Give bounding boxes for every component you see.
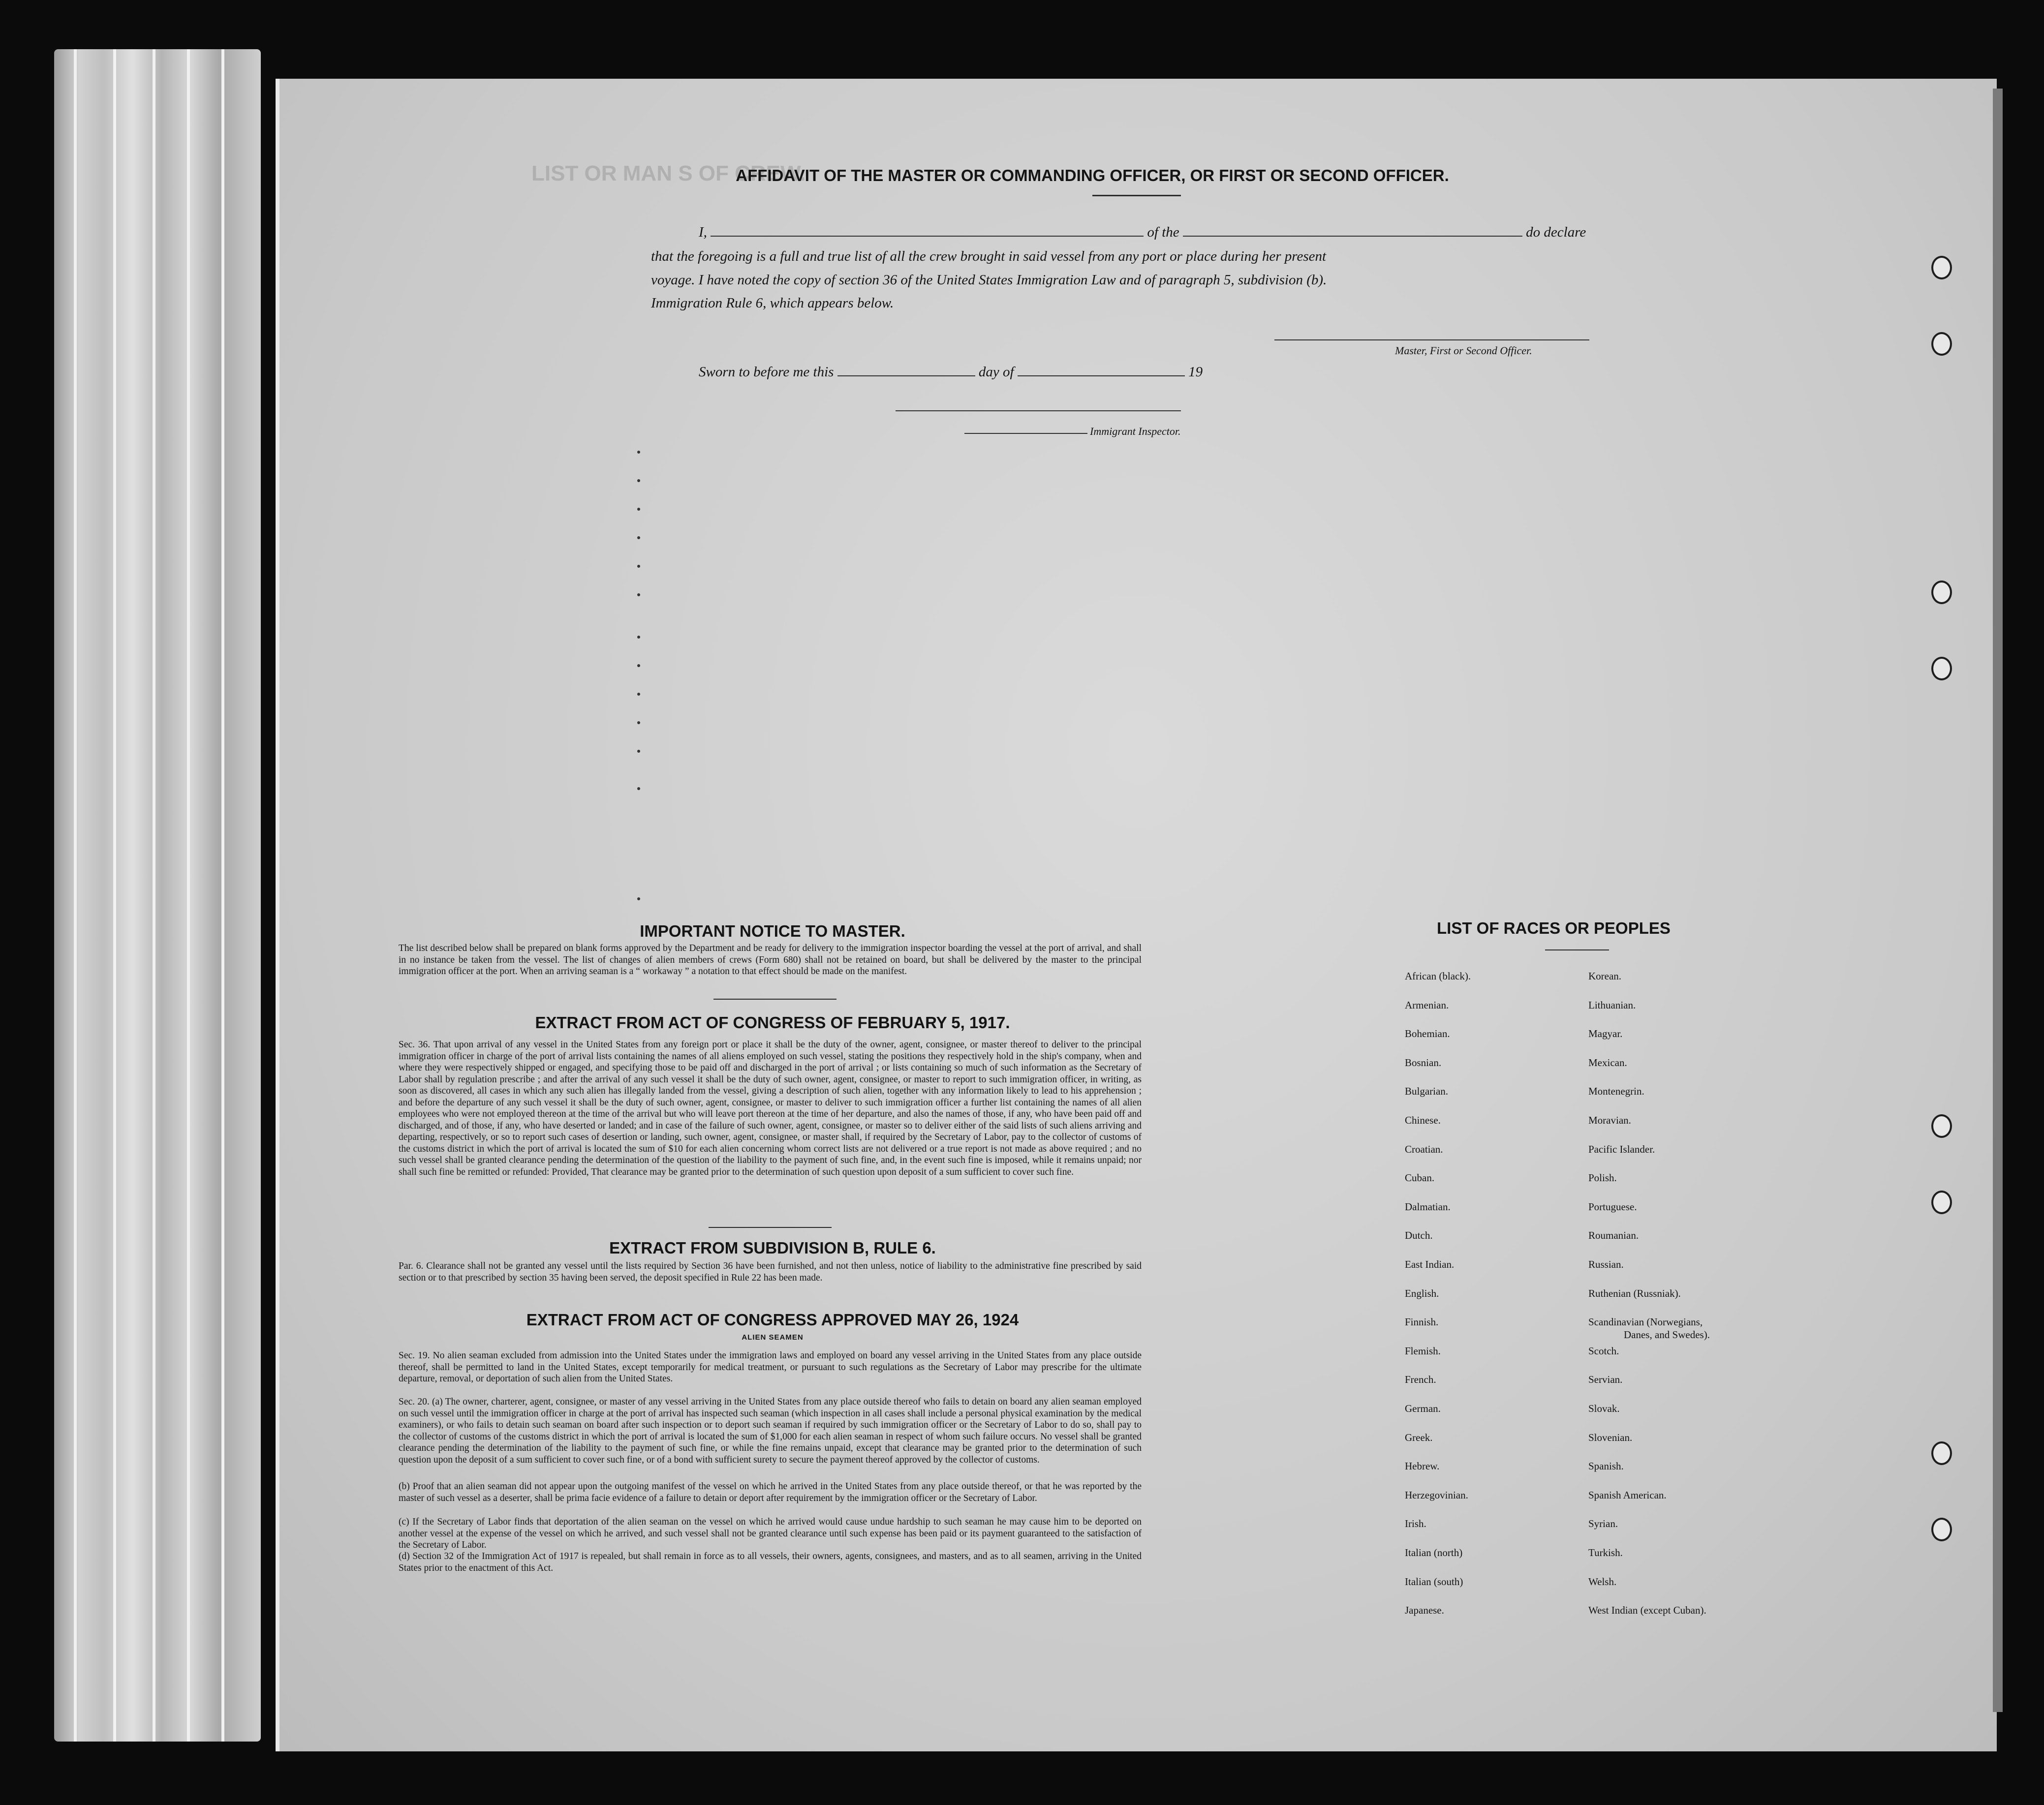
race-item: Bulgarian. xyxy=(1405,1085,1449,1098)
inspector-blank-line xyxy=(896,410,1181,411)
race-item: Bosnian. xyxy=(1405,1056,1442,1069)
race-item: Welsh. xyxy=(1588,1575,1617,1588)
race-item: English. xyxy=(1405,1287,1439,1299)
race-item: Russian. xyxy=(1588,1258,1624,1270)
binder-edge xyxy=(54,49,261,1742)
notice-body: The list described below shall be prepared on blank forms approved by the Department and be ready for delivery to the immigration inspector boarding the vessel at the port of arrival, and shall in no instance be taken from the vessel. The list of changes of alien members of crews (Form 680) shall not be retained on board, but shall be delivered by the master to the principal immigration officer at the port. When an arriving seaman is a “ workaway ” a notation to that effect should be made on the manifest. xyxy=(399,943,1142,977)
race-item: Finnish. xyxy=(1405,1316,1439,1328)
race-item: Polish. xyxy=(1588,1172,1617,1184)
divider xyxy=(1545,949,1609,950)
race-item: Slovak. xyxy=(1588,1403,1620,1414)
affidavit-i: I, xyxy=(699,224,707,240)
race-item: Servian. xyxy=(1588,1374,1623,1386)
race-item: Pacific Islander. xyxy=(1588,1143,1655,1155)
vessel-blank xyxy=(1183,235,1522,237)
sworn-line xyxy=(699,364,1203,380)
race-item: Spanish American. xyxy=(1588,1489,1667,1501)
day-of-text: day of xyxy=(978,364,1014,380)
year-prefix: 19 xyxy=(1188,364,1203,380)
race-item: Roumanian. xyxy=(1588,1229,1639,1242)
race-item: Slovenian. xyxy=(1588,1431,1633,1443)
race-item: Italian (north) xyxy=(1405,1547,1463,1559)
extract-1924-title: EXTRACT FROM ACT OF CONGRESS APPROVED MAY 26, 1924 xyxy=(526,1311,1019,1329)
race-item: Mexican. xyxy=(1588,1056,1627,1069)
affidavit-do-declare: do declare xyxy=(1526,224,1586,240)
affidavit-title: AFFIDAVIT OF THE MASTER OR COMMANDING OFFICER, OR FIRST OR SECOND OFFICER. xyxy=(736,166,1449,184)
extract-1924-sec20b: (b) Proof that an alien seaman did not appear upon the outgoing manifest of the vessel on which he arrived in the United States from any place outside thereof, or that he was reported by the master of such vessel as a deserter, shall be prima facie evidence of a failure to detain or deport after requirement by the immigration officer or the Secretary of Labor. xyxy=(399,1481,1142,1503)
race-item: West Indian (except Cuban). xyxy=(1588,1604,1706,1617)
race-item: Scotch. xyxy=(1588,1345,1619,1357)
binder-hole xyxy=(1931,581,1952,604)
affidavit-line-2: that the foregoing is a full and true list of all the crew brought in said vessel from any port or place during her present xyxy=(651,248,1327,264)
binder-hole xyxy=(1931,1191,1952,1214)
race-item: Flemish. xyxy=(1405,1345,1441,1357)
race-item: French. xyxy=(1405,1374,1436,1386)
row-dot xyxy=(637,693,640,696)
row-dot xyxy=(637,636,640,639)
master-caption: Master, First or Second Officer. xyxy=(1395,344,1532,357)
extract-1924-sec19: Sec. 19. No alien seaman excluded from admission into the United States under the immigration laws and employed on board any vessel arriving in the United States from any place outside thereof, shall be permitted to land in the United States, except temporarily for medical treatment, or pursuant to such regulations as the Secretary of Labor may prescribe for the ultimate departure, removal, or deportation of such alien from the United States. xyxy=(399,1350,1142,1384)
row-dot xyxy=(637,536,640,539)
row-dot xyxy=(637,451,640,454)
affidavit-of-the: of the xyxy=(1147,224,1179,240)
race-item: Dalmatian. xyxy=(1405,1200,1451,1213)
race-item: Spanish. xyxy=(1588,1460,1624,1472)
row-dot xyxy=(637,897,640,900)
binder-hole xyxy=(1931,657,1952,680)
race-item: Danes, and Swedes). xyxy=(1624,1329,1710,1341)
affidavit-line-1 xyxy=(699,224,1586,241)
race-item: Japanese. xyxy=(1405,1604,1444,1617)
binder-hole xyxy=(1931,256,1952,279)
race-item: Croatian. xyxy=(1405,1143,1443,1155)
row-dot xyxy=(637,721,640,724)
race-item: Portuguese. xyxy=(1588,1200,1637,1213)
race-item: East Indian. xyxy=(1405,1258,1455,1270)
race-item: Korean. xyxy=(1588,970,1622,982)
extract-1924-subtitle: ALIEN SEAMEN xyxy=(742,1333,804,1342)
race-item: Chinese. xyxy=(1405,1114,1441,1126)
race-item: Ruthenian (Russniak). xyxy=(1588,1287,1681,1299)
row-dot xyxy=(637,593,640,596)
inspector-signature-line xyxy=(964,433,1087,434)
race-item: Italian (south) xyxy=(1405,1575,1463,1588)
race-item: Hebrew. xyxy=(1405,1460,1440,1472)
extract-1924-sec20c: (c) If the Secretary of Labor finds that deportation of the alien seaman on the vessel on which he arrived would cause undue hardship to such seaman he may cause him to be deported on another vessel at the expense of the vessel on which he arrived, and such vessel shall not be granted clearance until such expense has been paid or its payment guaranteed to the satisfaction of the Secretary of Labor. xyxy=(399,1517,1142,1550)
race-item: Scandinavian (Norwegians, xyxy=(1588,1316,1703,1328)
divider xyxy=(1092,195,1181,196)
race-item: Herzegovinian. xyxy=(1405,1489,1468,1501)
day-blank xyxy=(837,375,975,376)
race-item: German. xyxy=(1405,1403,1441,1414)
extract-rule6-title: EXTRACT FROM SUBDIVISION B, RULE 6. xyxy=(609,1239,936,1257)
extract-1924-sec20d: (d) Section 32 of the Immigration Act of 1917 is repealed, but shall remain in force as to all vessels, their owners, agents, consignees, and masters, and as to all seamen, arriving in the United States prior to the enactment of this Act. xyxy=(399,1551,1142,1573)
race-item: Cuban. xyxy=(1405,1172,1435,1184)
race-item: Magyar. xyxy=(1588,1028,1623,1040)
race-item: Moravian. xyxy=(1588,1114,1631,1126)
race-item: Syrian. xyxy=(1588,1518,1618,1530)
race-item: Lithuanian. xyxy=(1588,999,1636,1011)
row-dot xyxy=(637,508,640,511)
extract-1924-sec20a: Sec. 20. (a) The owner, charterer, agent, consignee, or master of any vessel arriving in the United States from any place outside thereof who fails to detain on board any alien seaman employed on such vessel until the immigration officer in charge at the port of arrival has inspected such seaman (which inspection in all cases shall include a personal physical examination by the medical examiners), or who fails to detain such seaman on board after such inspection or to deport such seaman if required by such immigration officer or the Secretary of Labor to do so, shall pay to the collector of customs of the customs district in which the port of arrival is located the sum of $1,000 for each alien seaman in respect of whom such failure occurs. No vessel shall be granted clearance pending the determination of the liability to the payment of such fine, or while the fine remains unpaid, except that clearance may be granted prior to the determination of such question upon the deposit of a sum sufficient to cover such fine, or of a bond with sufficient surety to secure the payment thereof approved by the collector of customs. xyxy=(399,1397,1142,1465)
row-dot xyxy=(637,750,640,753)
month-blank xyxy=(1018,375,1185,376)
row-dot xyxy=(637,565,640,568)
sworn-text: Sworn to before me this xyxy=(699,364,834,380)
name-blank xyxy=(711,235,1144,237)
divider xyxy=(713,999,836,1000)
extract-rule6-body: Par. 6. Clearance shall not be granted any vessel until the lists required by Section 36 have been furnished, and not then unless, notice of liability to the administrative fine prescribed by said section or to that prescribed by section 35 having been served, the deposit specified in Rule 22 has been made. xyxy=(399,1261,1142,1283)
race-item: Montenegrin. xyxy=(1588,1085,1644,1098)
races-title: LIST OF RACES OR PEOPLES xyxy=(1437,919,1671,937)
binder-hole xyxy=(1931,332,1952,356)
race-item: Dutch. xyxy=(1405,1229,1433,1242)
notice-title: IMPORTANT NOTICE TO MASTER. xyxy=(640,922,905,940)
extract-1917-title: EXTRACT FROM ACT OF CONGRESS OF FEBRUARY 5, 1917. xyxy=(535,1013,1010,1032)
master-signature-line xyxy=(1274,339,1589,340)
row-dot xyxy=(637,664,640,667)
affidavit-line-3: voyage. I have noted the copy of section 36 of the United States Immigration Law and of paragraph 5, subdivision (b). xyxy=(651,272,1327,288)
divider xyxy=(709,1227,832,1228)
race-item: Turkish. xyxy=(1588,1547,1623,1559)
page-edge xyxy=(1993,89,2003,1712)
show-through-heading: LIST OR MAN S OF CREW. xyxy=(531,161,806,185)
affidavit-line-4: Immigration Rule 6, which appears below. xyxy=(651,295,894,311)
race-item: Irish. xyxy=(1405,1518,1426,1530)
binder-hole xyxy=(1931,1518,1952,1541)
row-dot xyxy=(637,479,640,482)
row-dot xyxy=(637,787,640,790)
binder-hole xyxy=(1931,1441,1952,1465)
race-item: African (black). xyxy=(1405,970,1471,982)
extract-1917-body: Sec. 36. That upon arrival of any vessel in the United States from any foreign port or place it shall be the duty of the owner, agent, consignee, or master thereof to deliver to the principal immigration officer in charge of the port of arrival lists containing the names of all aliens employed on such vessel, stating the positions they respectively hold in the ship's company, when and where they were respectively shipped or engaged, and specifying those to be paid off and discharged in the port of arrival ; or lists containing so much of such information as the Secretary of Labor shall by regulation prescribe ; and after the arrival of any such vessel it shall be the duty of such owner, agent, consignee, or master to report to such immigration officer, in writing, as soon as discovered, all cases in which any such alien has illegally landed from the vessel, giving a description of such alien, together with any information likely to lead to his apprehension ; and before the departure of any such vessel it shall be the duty of such owner, agent, consignee, or master to deliver to such immigration officer a further list containing the names of all alien employees who were not employed thereon at the time of the arrival but who will leave port thereon at the time of her departure, and also the names of those, if any, who have been paid off and discharged, and of those, if any, who have deserted or landed; and in case of the failure of such owner, agent, consignee, or master so to deliver either of the said lists of such aliens arriving and departing, respectively, or so to report such cases of desertion or landing, such owner, agent, consignee, or master shall, if required by the Secretary of Labor, pay to the collector of customs of the customs district in which the port of arrival is located the sum of $10 for each alien concerning whom correct lists are not delivered or a true report is not made as above required ; and no such vessel shall be granted clearance pending the determination of the question of the liability to the payment of such fine, and, in the event such fine is imposed, while it remains unpaid; nor shall such fine be remitted or refunded: Provided, That clearance may be granted prior to the determination of such question upon deposit of a sum sufficient to cover such fine. xyxy=(399,1040,1142,1177)
race-item: Greek. xyxy=(1405,1431,1433,1443)
race-item: Bohemian. xyxy=(1405,1028,1450,1040)
inspector-caption: Immigrant Inspector. xyxy=(1090,425,1181,437)
race-item: Armenian. xyxy=(1405,999,1449,1011)
binder-hole xyxy=(1931,1114,1952,1138)
